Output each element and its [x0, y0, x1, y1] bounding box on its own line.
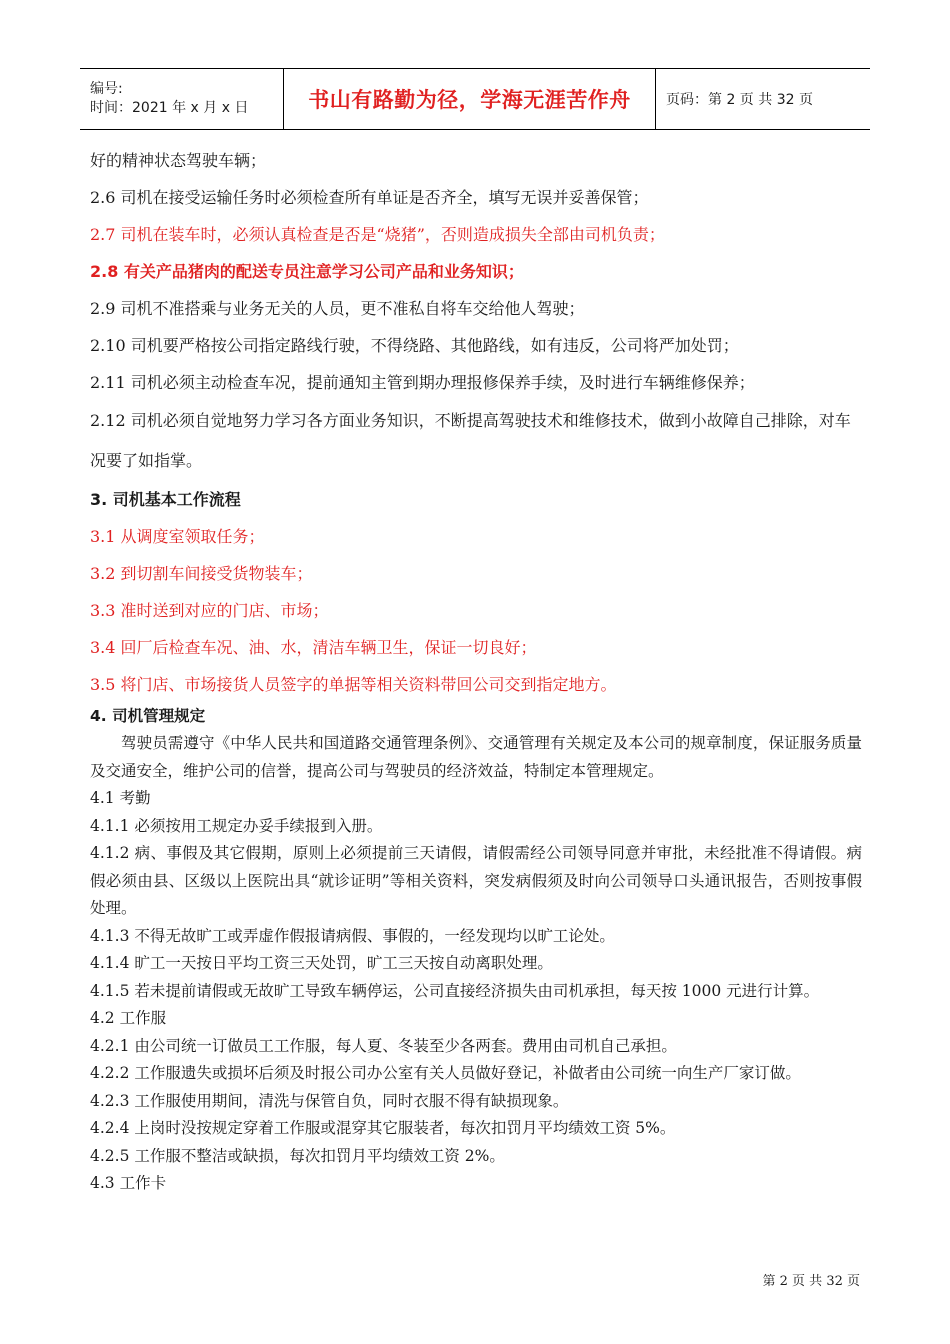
rule-item: 4.2.2 工作服遗失或损坏后须及时报公司办公室有关人员做好登记，补做者由公司统一向生产厂家订做。	[90, 1064, 801, 1082]
header-meta	[80, 69, 283, 129]
paragraph: 2.6 司机在接受运输任务时必须检查所有单证是否齐全，填写无误并妥善保管；	[90, 188, 649, 207]
paragraph: 好的精神状态驾驶车辆；	[90, 151, 267, 170]
paragraph-highlight-bold: 2.8 有关产品猪肉的配送专员注意学习公司产品和业务知识；	[90, 262, 524, 281]
rule-item: 4.1.3 不得无故旷工或弄虚作假报请病假、事假的，一经发现均以旷工论处。	[90, 926, 615, 945]
rule-item: 4.1.5 若未提前请假或无故旷工导致车辆停运，公司直接经济损失由司机承担，每天按 1000 元进行计算。	[90, 981, 820, 1000]
header-motto: 书山有路勤为径，学海无涯苦作舟	[308, 88, 631, 112]
section-2-list	[90, 142, 862, 481]
rule-item: 4.2.4 上岗时没按规定穿着工作服或混穿其它服装者，每次扣罚月平均绩效工资 5%。	[90, 1119, 676, 1137]
section-3-steps	[90, 518, 862, 703]
header-page-cell	[656, 69, 870, 129]
section-4-heading: 4. 司机管理规定	[90, 707, 206, 725]
document-body	[90, 142, 862, 1198]
step-item: 3.5 将门店、市场接货人员签字的单据等相关资料带回公司交到指定地方。	[90, 675, 617, 694]
rule-item: 4.1.4 旷工一天按日平均工资三天处罚，旷工三天按自动离职处理。	[90, 954, 553, 972]
step-item: 3.1 从调度室领取任务；	[90, 527, 265, 546]
rule-item: 4.2 工作服	[90, 1009, 167, 1027]
paragraph: 2.12 司机必须自觉地努力学习各方面业务知识，不断提高驾驶技术和维修技术，做到小故障自己排除，对车况要了如指掌。	[90, 411, 851, 470]
step-item: 3.2 到切割车间接受货物装车；	[90, 564, 313, 583]
rule-item: 4.1 考勤	[90, 789, 151, 807]
header-page-number: 页码：第 2 页 共 32 页	[666, 92, 813, 108]
paragraph-highlight: 2.7 司机在装车时，必须认真检查是否是“烧猪”，否则造成损失全部由司机负责；	[90, 225, 665, 244]
page-footer	[763, 1270, 860, 1289]
section-3-heading: 3. 司机基本工作流程	[90, 490, 241, 509]
document-date: 时间：2021 年 x 月 x 日	[90, 100, 249, 116]
rule-item: 4.3 工作卡	[90, 1174, 167, 1192]
rule-item: 4.1.1 必须按用工规定办妥手续报到入册。	[90, 816, 383, 835]
rule-item: 4.2.5 工作服不整洁或缺损，每次扣罚月平均绩效工资 2%。	[90, 1146, 505, 1165]
footer-page-number: 第 2 页 共 32 页	[762, 1274, 860, 1289]
section-4-intro: 驾驶员需遵守《中华人民共和国道路交通管理条例》、交通管理有关规定及本公司的规章制度，保证服务质量及交通安全，维护公司的信誉，提高公司与驾驶员的经济效益，特制定本管理规定。	[90, 734, 862, 780]
page-header	[80, 68, 870, 130]
document-number-label: 编号:	[90, 81, 123, 97]
section-4-rules	[90, 785, 862, 1198]
rule-item: 4.2.1 由公司统一订做员工工作服，每人夏、冬装至少各两套。费用由司机自己承担。	[90, 1036, 677, 1055]
paragraph: 2.11 司机必须主动检查车况，提前通知主管到期办理报修保养手续，及时进行车辆维修保养；	[90, 373, 755, 392]
rule-item: 4.2.3 工作服使用期间，清洗与保管自负，同时衣服不得有缺损现象。	[90, 1091, 569, 1110]
rule-item: 4.1.2 病、事假及其它假期，原则上必须提前三天请假，请假需经公司领导同意并审批，未经批准不得请假。病假必须由县、区级以上医院出具“就诊证明”等相关资料，突发病假须及时向公司领导口头通讯报告，否则按事假处理。	[90, 844, 862, 917]
paragraph: 2.9 司机不准搭乘与业务无关的人员，更不准私自将车交给他人驾驶；	[90, 299, 585, 318]
step-item: 3.3 准时送到对应的门店、市场；	[90, 601, 329, 620]
step-item: 3.4 回厂后检查车况、油、水，清洁车辆卫生，保证一切良好；	[90, 638, 537, 657]
paragraph: 2.10 司机要严格按公司指定路线行驶，不得绕路、其他路线，如有违反，公司将严加处罚；	[90, 336, 739, 355]
header-motto-cell	[283, 69, 656, 129]
